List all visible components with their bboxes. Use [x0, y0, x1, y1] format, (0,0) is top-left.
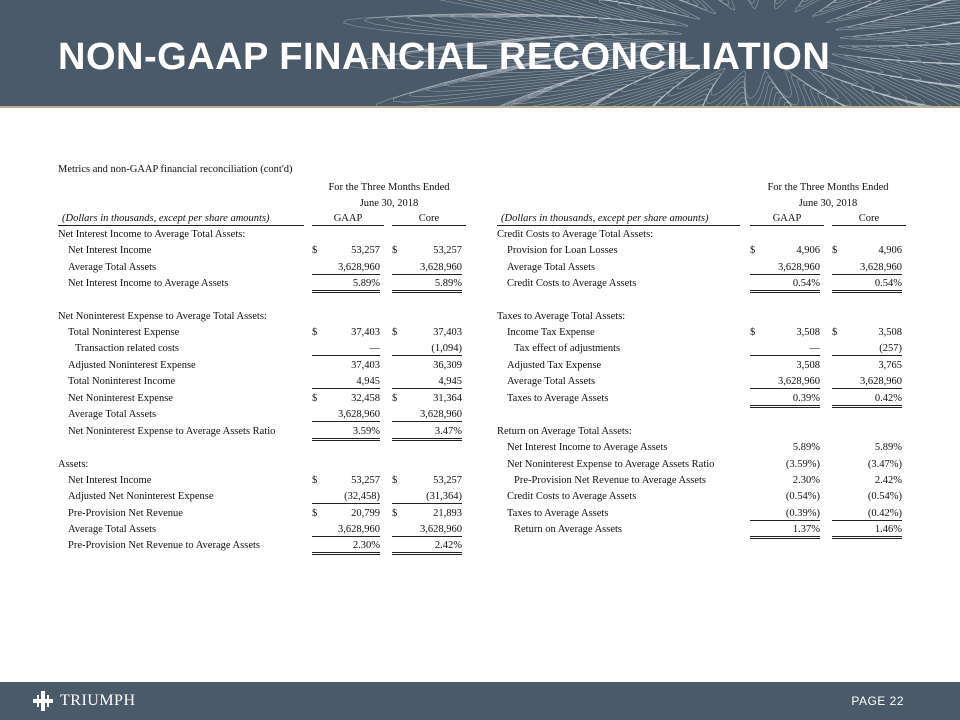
row-label: Tax effect of adjustments	[514, 343, 621, 355]
row-label: Net Interest Income	[68, 474, 152, 486]
currency-sign: $	[312, 474, 318, 486]
row-label: Average Total Assets	[68, 409, 157, 421]
core-value: 3,628,960	[392, 408, 462, 422]
gaap-value: 2.30%	[792, 474, 820, 486]
units-note: (Dollars in thousands, except per share amounts)	[62, 213, 270, 224]
currency-sign: $	[750, 327, 756, 339]
row-label: Pre-Provision Net Revenue to Average Assets	[68, 540, 260, 552]
currency-sign: $	[312, 507, 318, 519]
core-value: 1.46%	[832, 523, 902, 539]
row-label: Income Tax Expense	[507, 327, 595, 339]
currency-sign: $	[312, 393, 318, 405]
row-label: Assets:	[58, 458, 89, 470]
column-header-core: Core	[832, 212, 906, 226]
units-note: (Dollars in thousands, except per share amounts)	[501, 213, 709, 224]
core-value: 3,628,960	[392, 261, 462, 275]
core-value: (257)	[832, 342, 902, 356]
core-value: 31,364	[433, 393, 462, 405]
row-label: Transaction related costs	[75, 343, 180, 355]
row-label: Return on Average Total Assets:	[497, 425, 632, 437]
row-label: Taxes to Average Assets	[507, 393, 609, 405]
row-label: Net Noninterest Expense to Average Assets Ratio	[507, 458, 715, 470]
row-label: Average Total Assets	[507, 261, 596, 273]
core-value: (31,364)	[392, 490, 462, 504]
core-value: 3,628,960	[832, 261, 902, 275]
row-label: Pre-Provision Net Revenue to Average Assets	[514, 474, 706, 486]
currency-sign: $	[832, 245, 838, 257]
row-label: Net Noninterest Expense	[68, 393, 173, 405]
gaap-value: 5.89%	[792, 442, 820, 454]
core-value: 5.89%	[874, 442, 902, 454]
triumph-logo	[32, 690, 136, 712]
gaap-value: 53,257	[351, 245, 380, 257]
gaap-value: 3,628,960	[312, 523, 380, 537]
core-value: 37,403	[433, 327, 462, 339]
period-date: June 30, 2018	[359, 198, 419, 209]
core-value: 4,945	[392, 375, 462, 389]
currency-sign: $	[392, 507, 398, 519]
currency-sign: $	[392, 474, 398, 486]
row-label: Provision for Loan Losses	[507, 245, 618, 257]
column-header-gaap: GAAP	[312, 212, 384, 226]
core-value: 36,309	[433, 359, 462, 371]
row-label: Net Interest Income	[68, 245, 152, 257]
currency-sign: $	[392, 393, 398, 405]
page-number: PAGE 22	[851, 694, 904, 708]
gaap-value: 20,799	[351, 507, 380, 519]
row-label: Average Total Assets	[507, 376, 596, 388]
period-header: For the Three Months Ended	[767, 182, 889, 193]
core-value: 0.54%	[832, 277, 902, 293]
currency-sign: $	[392, 245, 398, 257]
banner-divider	[0, 106, 960, 108]
gaap-value: 3,628,960	[312, 261, 380, 275]
row-label: Adjusted Net Noninterest Expense	[68, 491, 214, 503]
row-label: Credit Costs to Average Assets	[507, 278, 637, 290]
row-label: Net Interest Income to Average Total Assets:	[58, 229, 246, 240]
period-header: For the Three Months Ended	[328, 182, 450, 193]
row-label: Average Total Assets	[68, 523, 157, 535]
row-label: Return on Average Assets	[514, 523, 622, 535]
title-banner	[0, 0, 960, 106]
row-label: Adjusted Tax Expense	[507, 359, 602, 371]
core-value: 53,257	[433, 245, 462, 257]
row-label: Total Noninterest Income	[68, 376, 176, 388]
gaap-value: 0.39%	[750, 392, 820, 408]
gaap-value: 3.59%	[312, 425, 380, 441]
row-label: Taxes to Average Total Assets:	[497, 310, 626, 322]
gaap-value: 3,628,960	[312, 408, 380, 422]
gaap-value: 37,403	[351, 359, 380, 371]
core-value: 3,628,960	[832, 375, 902, 389]
gaap-value: 4,945	[312, 375, 380, 389]
core-value: (1,094)	[392, 342, 462, 356]
core-value: 3.47%	[392, 425, 462, 441]
core-value: 2.42%	[874, 474, 902, 486]
gaap-value: 3,628,960	[750, 261, 820, 275]
currency-sign: $	[312, 245, 318, 257]
core-value: 2.42%	[392, 539, 462, 555]
column-header-gaap: GAAP	[750, 212, 824, 226]
gaap-value: (0.54%)	[785, 491, 820, 503]
core-value: (3.47%)	[867, 458, 902, 470]
gaap-value: (0.39%)	[750, 507, 820, 521]
gaap-value: 0.54%	[750, 277, 820, 293]
currency-sign: $	[392, 327, 398, 339]
row-label: Net Interest Income to Average Assets	[68, 278, 229, 290]
period-date: June 30, 2018	[798, 198, 858, 209]
footer-bar	[0, 682, 960, 720]
gaap-value: (3.59%)	[785, 458, 820, 470]
gaap-value: 2.30%	[312, 539, 380, 555]
gaap-value: 32,458	[351, 393, 380, 405]
logo-wordmark: TRIUMPH	[60, 692, 136, 709]
gaap-value: 53,257	[351, 474, 380, 486]
row-label: Taxes to Average Assets	[507, 507, 609, 519]
core-value: 3,765	[878, 359, 902, 371]
gaap-value: 5.89%	[312, 277, 380, 293]
gaap-value: 37,403	[351, 327, 380, 339]
currency-sign: $	[312, 327, 318, 339]
row-label: Total Noninterest Expense	[68, 327, 180, 339]
row-label: Credit Costs to Average Assets	[507, 491, 637, 503]
currency-sign: $	[750, 245, 756, 257]
core-value: 4,906	[878, 245, 902, 257]
page-title: NON-GAAP FINANCIAL RECONCILIATION	[58, 36, 831, 78]
row-label: Net Noninterest Expense to Average Assets Ratio	[68, 425, 276, 437]
core-value: (0.54%)	[867, 491, 902, 503]
core-value: (0.42%)	[832, 507, 902, 521]
gaap-value: —	[750, 342, 820, 356]
core-value: 53,257	[433, 474, 462, 486]
core-value: 3,508	[878, 327, 902, 339]
header-rule	[58, 225, 304, 226]
gaap-value: 3,508	[796, 327, 820, 339]
row-label: Pre-Provision Net Revenue	[68, 507, 183, 519]
core-value: 21,893	[433, 507, 462, 519]
gaap-value: 4,906	[796, 245, 820, 257]
gaap-value: 1.37%	[750, 523, 820, 539]
gaap-value: —	[312, 342, 380, 356]
core-value: 5.89%	[392, 277, 462, 293]
triumph-cross-icon	[32, 690, 54, 712]
core-value: 0.42%	[832, 392, 902, 408]
row-label: Net Noninterest Expense to Average Total Assets:	[58, 310, 267, 322]
currency-sign: $	[832, 327, 838, 339]
gaap-value: 3,628,960	[750, 375, 820, 389]
row-label: Average Total Assets	[68, 261, 157, 273]
row-label: Net Interest Income to Average Assets	[507, 442, 668, 454]
column-header-core: Core	[392, 212, 466, 226]
gaap-value: 3,508	[796, 359, 820, 371]
section-heading: Metrics and non-GAAP financial reconciliation (cont'd)	[58, 164, 293, 175]
row-label: Credit Costs to Average Total Assets:	[497, 229, 654, 240]
gaap-value: (32,458)	[312, 490, 380, 504]
row-label: Adjusted Noninterest Expense	[68, 359, 196, 371]
header-rule	[497, 225, 740, 226]
core-value: 3,628,960	[392, 523, 462, 537]
